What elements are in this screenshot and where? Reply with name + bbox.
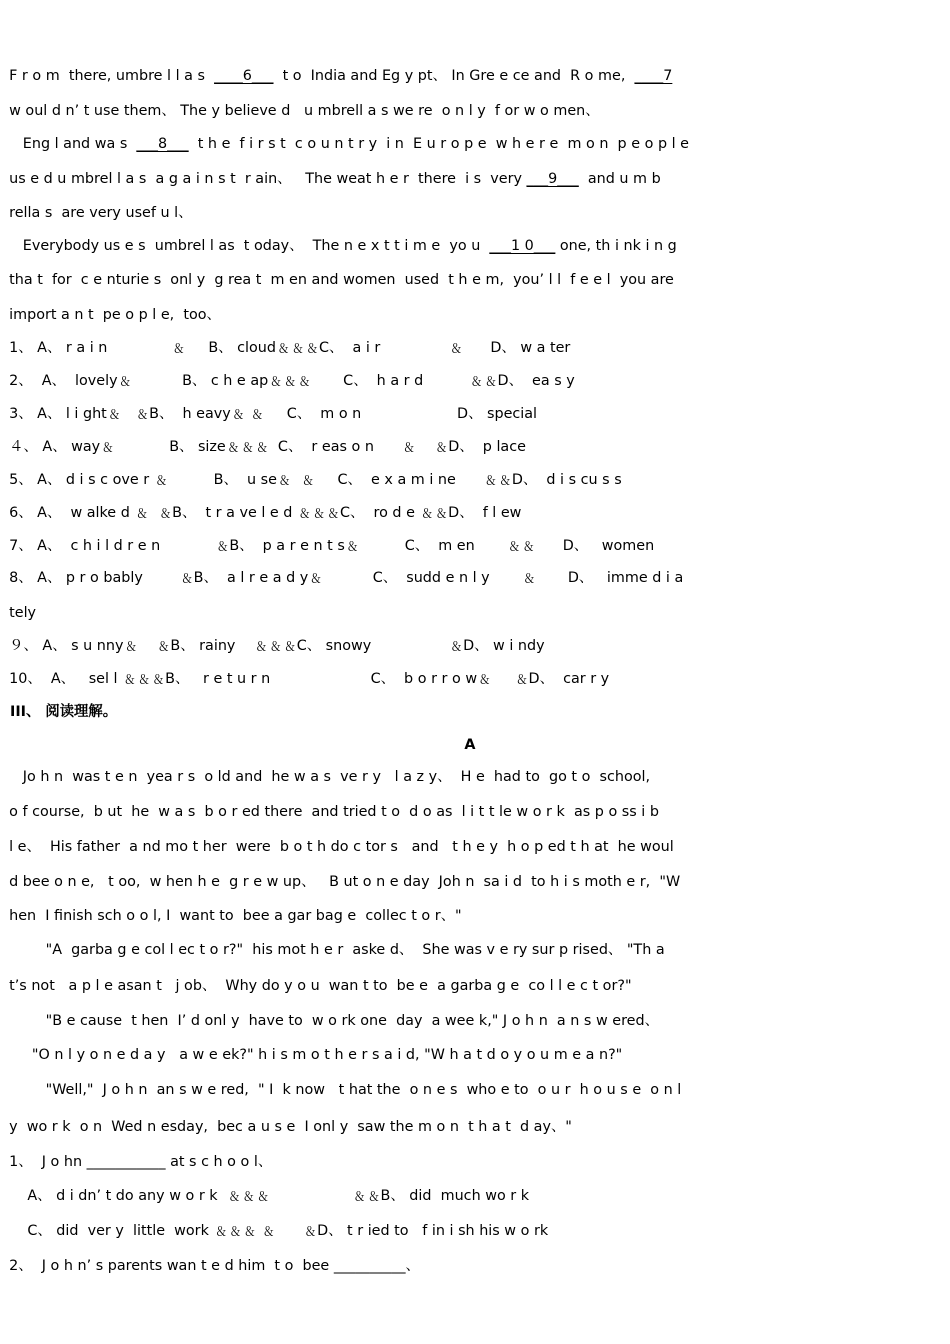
question-2: 2、 J o h n’ s parents wan t e d him t o bee __________、 bbox=[0, 1258, 420, 1274]
reading-line-11: y wo r k o n Wed n esday, bec a u s e I onl y saw the m o n t h a t d ay、" bbox=[0, 1119, 572, 1135]
reading-line-3: l e、 His father a nd mo t her were b o t h do c tor s and t h e y h o p ed t h at he woul bbox=[0, 839, 674, 855]
option-row-9: ９、 A、 s u nny﹠ ﹠B、 rainy ﹠﹠﹠C、 snowy ﹠D、 w i ndy bbox=[0, 638, 545, 654]
reading-line-1: Jo h n was t e n yea r s o ld and he w a s ve r y l a z y、 H e had to go t o school, bbox=[0, 769, 651, 785]
passage-line-4: us e d u mbrel l a s a g a i n s t r ain、 The weat h e r there i s very ___9___ and u m b bbox=[0, 171, 661, 187]
passage-line-3: Eng l and wa s ___8___ t h e f i r s t c o u n t r y i n E u r o p e w h e r e m o n p e o p l e bbox=[0, 136, 689, 152]
question-1-options-cd: C、 did ver y little work ﹠﹠﹠ ﹠ ﹠D、 t r ied to f in i sh his w o rk bbox=[0, 1223, 549, 1239]
passage-line-8: import a n t pe o p l e, too、 bbox=[0, 307, 221, 323]
passage-line-6: Everybody us e s umbrel l as t oday、 The n e x t t i m e yo u ___1 0___ one, th i nk i n g bbox=[0, 238, 677, 254]
reading-line-5: hen I finish sch o o l, I want to bee a gar bag e collec t o r、" bbox=[0, 908, 462, 924]
option-row-2: 2、 A、 lovely﹠ B、 c h e ap﹠﹠﹠ C、 h a r d ﹠﹠D、 ea s y bbox=[0, 373, 575, 389]
option-row-3: 3、 A、 l i ght﹠ ﹠B、 h eavy﹠ ﹠ C、 m o n D、 special bbox=[0, 406, 538, 422]
question-1-options-ab: A、 d i dn’ t do any w o r k ﹠﹠﹠ ﹠﹠B、 did much wo r k bbox=[0, 1188, 530, 1204]
blank-7: ____7 bbox=[634, 68, 673, 84]
reading-line-7: t’s not a p l e asan t j ob、 Why do y o u wan t to be e a garba g e co l l e c t or?" bbox=[0, 978, 632, 994]
option-row-4: ４、 A、 way﹠ B、 size﹠﹠﹠ C、 r eas o n ﹠ ﹠D、 p lace bbox=[0, 439, 526, 455]
section-heading: III、 阅读理解。 bbox=[0, 704, 118, 720]
option-row-8-continued: tely bbox=[0, 605, 37, 621]
blank-6: ____6___ bbox=[214, 68, 274, 84]
blank-10: ___1 0___ bbox=[489, 238, 556, 254]
blank-9: ___9___ bbox=[526, 171, 579, 187]
option-row-1: 1、 A、 r a i n ﹠ B、 cloud﹠﹠﹠C、 a i r ﹠ D、 w a ter bbox=[0, 340, 571, 356]
passage-line-1: F r o m there, umbre l l a s ____6___ t o India and Eg y pt、 In Gre e ce and R o me, ____7 bbox=[0, 68, 673, 84]
question-1: 1、 J o hn ___________ at s c h o o l、 bbox=[0, 1154, 273, 1170]
passage-title: A bbox=[464, 737, 476, 753]
option-row-5: 5、 A、 d i s c ove r ﹠ B、 u se﹠ ﹠ C、 e x a m i ne ﹠﹠D、 d i s cu s s bbox=[0, 472, 622, 488]
passage-line-2: w oul d n’ t use them、 The y believe d u mbrell a s we re o n l y f or w o men、 bbox=[0, 103, 600, 119]
reading-line-6: "A garba g e col l ec t o r?" his mot h e r aske d、 She was v e ry sur p rised、 "Th a bbox=[0, 942, 665, 958]
blank-8: ___8___ bbox=[136, 136, 189, 152]
reading-line-10: "Well," J o h n an s w e red, " I k now t hat the o n e s who e to o u r h o u s e o n l bbox=[0, 1082, 682, 1098]
reading-line-9: "O n l y o n e d a y a w e ek?" h i s m o t h e r s a i d, "W h a t d o y o u m e a n?" bbox=[0, 1047, 623, 1063]
passage-line-5: rella s are very usef u l、 bbox=[0, 205, 193, 221]
option-row-8: 8、 A、 p r o bably ﹠B、 a l r e a d y﹠ C、 sudd e n l y ﹠ D、 imme d i a bbox=[0, 570, 684, 586]
option-row-10: 10、 A、 sel l ﹠﹠﹠B、 r e t u r n C、 b o r r o w﹠ ﹠D、 car r y bbox=[0, 671, 610, 687]
option-row-7: 7、 A、 c h i l d r e n ﹠B、 p a r e n t s﹠ C、 m en ﹠﹠ D、 women bbox=[0, 538, 655, 554]
reading-line-2: o f course, b ut he w a s b o r ed there and tried t o d o as l i t t le w o r k as p o ss i b bbox=[0, 804, 659, 820]
reading-line-8: "B e cause t hen I’ d onl y have to w o rk one day a wee k," J o h n a n s w ered、 bbox=[0, 1013, 659, 1029]
passage-line-7: tha t for c e nturie s onl y g rea t m en and women used t h e m, you’ l l f e e l you are bbox=[0, 272, 674, 288]
reading-line-4: d bee o n e, t oo, w hen h e g r e w up、 B ut o n e day Joh n sa i d to h i s moth e r, "W bbox=[0, 874, 681, 890]
option-row-6: 6、 A、 w alke d ﹠ ﹠B、 t r a ve l e d ﹠﹠﹠C、 ro d e ﹠﹠D、 f l ew bbox=[0, 505, 522, 521]
